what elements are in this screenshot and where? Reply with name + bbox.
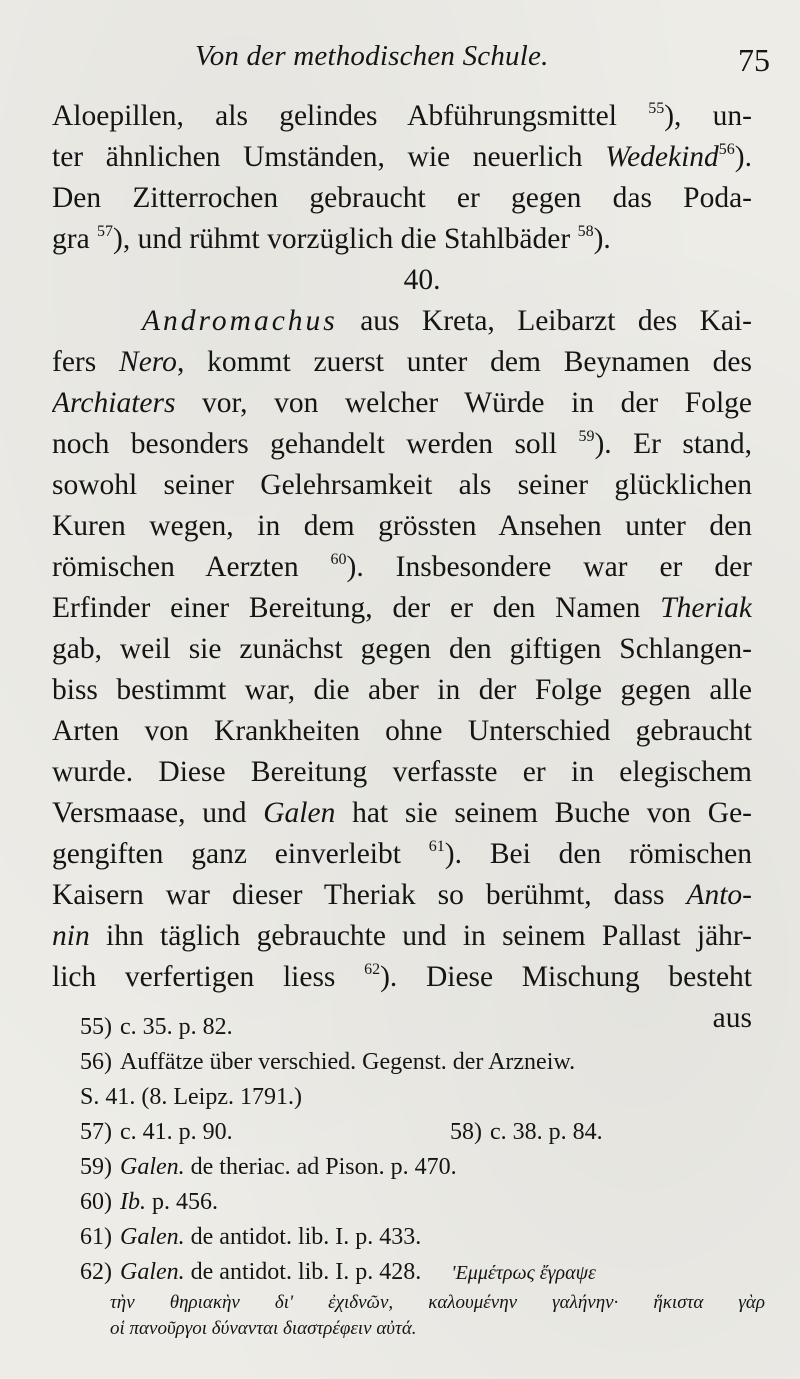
section-number: 40. — [403, 264, 441, 296]
text-line: gra $^{57}$), und rühmt vorzüglich die Stahlbäder $^{58}$). — [52, 223, 611, 255]
greek-quote: οἱ πανοῦργοι δύνανται διαστρέφειν αὐτά. — [110, 1318, 417, 1339]
text-line: gengiften ganz einverleibt $^{61}$). Bei den römischen — [52, 838, 752, 870]
text-line: Kuren wegen, in dem grössten Ansehen unter den — [52, 510, 752, 542]
footnote-ref: 61 — [428, 838, 445, 855]
text-line: wurde. Diese Bereitung verfasste er in elegischem — [52, 756, 752, 788]
text-line: sowohl seiner Gelehrsamkeit als seiner glücklichen — [52, 469, 752, 501]
footnote: 57) c. 41. p. 90. — [80, 1119, 233, 1145]
text-line: nin ihn täglich gebrauchte und in seinem Pallast jähr- — [52, 920, 752, 952]
person-name: Anto- — [686, 879, 752, 911]
text-line: Den Zitterrochen gebraucht er gegen das Poda- — [52, 182, 752, 214]
person-name: Wedekind — [605, 141, 719, 173]
footnote: 56) Auffätze über verschied. Gegenst. der Arzneiw. — [80, 1049, 576, 1075]
text-line: Versmaase, und Galen hat sie seinem Buche von Ge- — [52, 797, 752, 829]
footnote-ref: 56 — [718, 141, 735, 158]
emphasis: Archiaters — [52, 387, 176, 419]
person-name: Galen — [263, 797, 336, 829]
text-line: ter ähnlichen Umständen, wie neuerlich Wedekind$^{56}$). — [52, 141, 752, 173]
greek-quote: 'Εμμέτρως ἔγραψε — [451, 1262, 596, 1284]
text-line: Arten von Krankheiten ohne Unterschied gebraucht — [52, 715, 752, 747]
text-line: römischen Aerzten $^{60}$). Insbesondere war er der — [52, 551, 752, 583]
emphasis: Theriak — [660, 592, 752, 624]
text-line: biss bestimmt war, die aber in der Folge gegen alle — [52, 674, 752, 706]
footnote: 59) Galen. de theriac. ad Pison. p. 470. — [80, 1154, 457, 1180]
footnote-ref: 58 — [577, 223, 594, 240]
person-name: Andromachus — [142, 305, 338, 337]
text-line: Andromachus aus Kreta, Leibarzt des Kai- — [142, 305, 752, 337]
footnote: 58) c. 38. p. 84. — [450, 1119, 603, 1145]
catchword: aus — [712, 1002, 752, 1034]
text-line: Kaisern war dieser Theriak so berühmt, dass Anto- — [52, 879, 752, 911]
text-line: Archiaters vor, von welcher Würde in der Folge — [52, 387, 752, 419]
footnote-ref: 57 — [97, 223, 114, 240]
page-header — [195, 40, 770, 90]
footnote: 60) Ib. p. 456. — [80, 1189, 218, 1215]
footnote-ref: 55 — [648, 100, 665, 117]
text-line: lich verfertigen liess $^{62}$). Diese Mischung besteht — [52, 961, 752, 993]
footnote: 55) c. 35. p. 82. — [80, 1014, 233, 1040]
body-text — [52, 96, 752, 1039]
running-title: Von der methodischen Schule. — [195, 40, 549, 72]
footnote: 62) Galen. de antidot. lib. I. p. 428. 'Εμμέτρως ἔγραψε — [80, 1259, 596, 1285]
text-line: noch besonders gehandelt werden soll $^{59}$). Er stand, — [52, 428, 752, 460]
footnote-continuation: S. 41. (8. Leipz. 1791.) — [80, 1084, 302, 1110]
person-name: Nero — [119, 346, 177, 378]
footnote-pair — [80, 1115, 770, 1150]
person-name: nin — [52, 920, 90, 952]
footnote-ref: 62 — [364, 961, 381, 978]
footnote-ref: 59 — [578, 428, 595, 445]
greek-quote: τὴν θηριακὴν δι' ἐχιδνῶν, καλουμένην γαλήνην· ἥκιστα γὰρ — [110, 1292, 765, 1313]
page-number: 75 — [738, 42, 770, 78]
text-line: fers Nero, kommt zuerst unter dem Beynamen des — [52, 346, 752, 378]
footnote-ref: 60 — [330, 551, 347, 568]
text-line: Erfinder einer Bereitung, der er den Namen Theriak — [52, 592, 752, 624]
footnote: 61) Galen. de antidot. lib. I. p. 433. — [80, 1224, 422, 1250]
text-line: Aloepillen, als gelindes Abführungsmittel $^{55}$), un- — [52, 100, 752, 132]
footnotes — [80, 1010, 770, 1342]
text-line: gab, weil sie zunächst gegen den giftigen Schlangen- — [52, 633, 752, 665]
